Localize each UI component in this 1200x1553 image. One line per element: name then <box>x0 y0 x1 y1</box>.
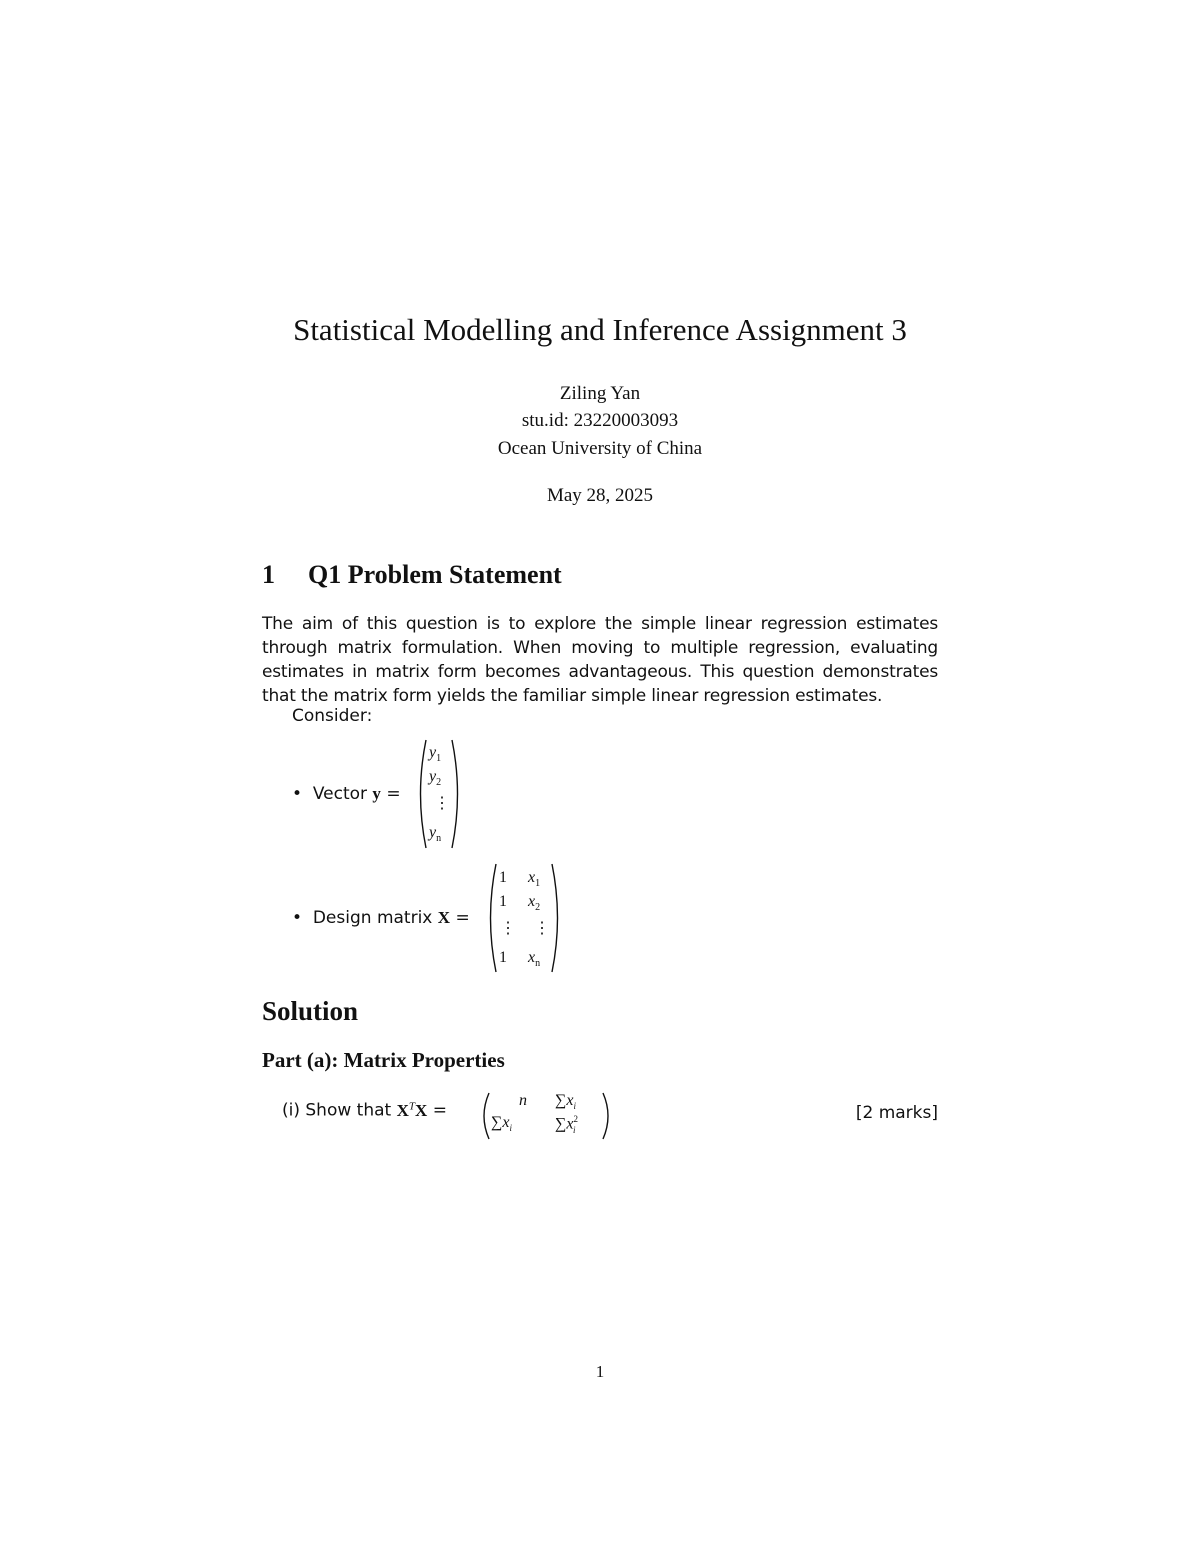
matrix-cell: 1 <box>499 869 507 886</box>
university: Ocean University of China <box>497 438 703 459</box>
student-id: stu.id: 23220003093 <box>521 410 679 431</box>
matrix-cell: ⋮ <box>500 920 516 937</box>
equals-sign: = <box>455 908 470 928</box>
section-number: 1 <box>262 560 275 589</box>
matrix-parentheses <box>484 862 564 974</box>
section-title: Q1 Problem Statement <box>308 560 562 589</box>
matrix-cell: $\sum x^2_i$ <box>555 1114 579 1135</box>
vector-entry: $y_1$ <box>429 744 442 765</box>
matrix-cell: 1 <box>499 949 507 966</box>
section-heading <box>262 560 562 590</box>
date: May 28, 2025 <box>546 485 654 506</box>
xtx-matrix <box>479 1091 615 1141</box>
xtx-expression: $X^TX$ <box>396 1100 428 1120</box>
matrix-cell: n <box>519 1092 527 1109</box>
matrix-cell: ⋮ <box>534 920 550 937</box>
equals-sign: = <box>386 784 401 804</box>
vector-entry: $y_2$ <box>429 768 442 789</box>
matrix-cell: $x_n$ <box>528 949 541 970</box>
problem-paragraph: The aim of this question is to explore the simple linear regression estimates through matrix formulation. When moving to multiple regression, evaluating estimates in matrix form becomes advantageous. This question demonstrates that the matrix form yields the familiar simple linear regression estimates. <box>262 614 938 706</box>
vector-label: Vector <box>312 784 368 804</box>
item-i <box>282 1100 447 1121</box>
design-matrix-label: Design matrix <box>312 908 433 928</box>
equals-sign: = <box>432 1100 447 1121</box>
vector-y-matrix <box>414 738 464 850</box>
matrix-cell: $x_1$ <box>528 869 541 890</box>
part-a-heading: Part (a): Matrix Properties <box>262 1048 505 1072</box>
page-title: Statistical Modelling and Inference Assignment 3 <box>293 312 907 347</box>
vector-entry: $y_n$ <box>429 824 442 845</box>
bullet-design-matrix <box>292 908 470 928</box>
design-matrix-symbol: X <box>437 908 451 927</box>
matrix-cell: $x_2$ <box>528 893 541 914</box>
matrix-cell: $\sum x_i$ <box>491 1114 513 1134</box>
author-name: Ziling Yan <box>559 383 641 404</box>
consider-text: Consider: <box>292 706 373 726</box>
page-number: 1 <box>595 1362 605 1381</box>
bullet-dot: • <box>292 784 303 804</box>
bullet-vector-y <box>292 784 401 804</box>
matrix-cell: $\sum x_i$ <box>555 1092 577 1112</box>
bullet-dot: • <box>292 908 303 928</box>
item-i-label: (i) Show that <box>282 1100 392 1121</box>
vector-entry: ⋮ <box>434 795 450 812</box>
solution-heading: Solution <box>262 996 359 1026</box>
marks-label: [2 marks] <box>855 1103 938 1123</box>
design-matrix <box>484 862 564 974</box>
matrix-cell: 1 <box>499 893 507 910</box>
vector-symbol: y <box>372 784 381 803</box>
